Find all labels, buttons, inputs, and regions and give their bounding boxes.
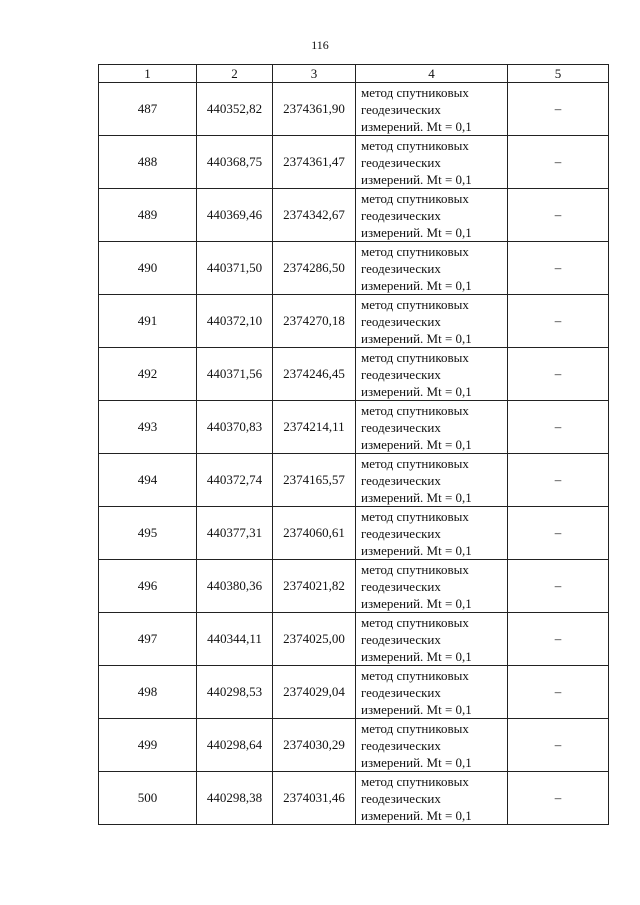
note-cell: –: [508, 772, 609, 825]
method-line: измерений. Mt = 0,1: [361, 224, 472, 240]
note-cell: –: [508, 560, 609, 613]
method-line: метод спутниковых: [361, 402, 469, 418]
method-line: измерений. Mt = 0,1: [361, 118, 472, 134]
table-row: [99, 136, 609, 189]
method-line: геодезических: [361, 419, 441, 435]
method-cell: [356, 189, 508, 242]
method-line: измерений. Mt = 0,1: [361, 648, 472, 664]
method-line: метод спутниковых: [361, 667, 469, 683]
method-line: геодезических: [361, 578, 441, 594]
x-coordinate-cell: 440298,38: [197, 772, 273, 825]
header-row: [99, 65, 609, 83]
column-header-2: 2: [197, 65, 273, 83]
note-cell: –: [508, 507, 609, 560]
method-line: геодезических: [361, 154, 441, 170]
table-row: [99, 189, 609, 242]
method-line: метод спутниковых: [361, 190, 469, 206]
point-number-cell: 490: [99, 242, 197, 295]
method-line: геодезических: [361, 207, 441, 223]
method-line: метод спутниковых: [361, 455, 469, 471]
method-cell: [356, 136, 508, 189]
table-row: [99, 454, 609, 507]
method-cell: [356, 454, 508, 507]
method-line: измерений. Mt = 0,1: [361, 330, 472, 346]
table-body: [99, 83, 609, 825]
y-coordinate-cell: 2374030,29: [273, 719, 356, 772]
note-cell: –: [508, 136, 609, 189]
x-coordinate-cell: 440372,74: [197, 454, 273, 507]
note-cell: –: [508, 295, 609, 348]
y-coordinate-cell: 2374060,61: [273, 507, 356, 560]
table-row: [99, 348, 609, 401]
method-line: измерений. Mt = 0,1: [361, 277, 472, 293]
table-row: [99, 401, 609, 454]
method-cell: [356, 507, 508, 560]
point-number-cell: 487: [99, 83, 197, 136]
x-coordinate-cell: 440372,10: [197, 295, 273, 348]
point-number-cell: 497: [99, 613, 197, 666]
y-coordinate-cell: 2374361,47: [273, 136, 356, 189]
y-coordinate-cell: 2374214,11: [273, 401, 356, 454]
x-coordinate-cell: 440369,46: [197, 189, 273, 242]
note-cell: –: [508, 348, 609, 401]
point-number-cell: 500: [99, 772, 197, 825]
note-cell: –: [508, 666, 609, 719]
note-cell: –: [508, 189, 609, 242]
table-row: [99, 613, 609, 666]
method-line: метод спутниковых: [361, 137, 469, 153]
y-coordinate-cell: 2374031,46: [273, 772, 356, 825]
method-line: метод спутниковых: [361, 561, 469, 577]
method-line: измерений. Mt = 0,1: [361, 171, 472, 187]
point-number-cell: 496: [99, 560, 197, 613]
column-header-5: 5: [508, 65, 609, 83]
note-cell: –: [508, 83, 609, 136]
method-line: геодезических: [361, 525, 441, 541]
y-coordinate-cell: 2374029,04: [273, 666, 356, 719]
point-number-cell: 499: [99, 719, 197, 772]
method-cell: [356, 666, 508, 719]
point-number-cell: 494: [99, 454, 197, 507]
method-line: метод спутниковых: [361, 614, 469, 630]
y-coordinate-cell: 2374286,50: [273, 242, 356, 295]
note-cell: –: [508, 242, 609, 295]
y-coordinate-cell: 2374361,90: [273, 83, 356, 136]
method-line: измерений. Mt = 0,1: [361, 595, 472, 611]
note-cell: –: [508, 719, 609, 772]
method-line: метод спутниковых: [361, 349, 469, 365]
x-coordinate-cell: 440298,64: [197, 719, 273, 772]
method-line: измерений. Mt = 0,1: [361, 807, 472, 823]
column-header-4: 4: [356, 65, 508, 83]
note-cell: –: [508, 401, 609, 454]
column-header-1: 1: [99, 65, 197, 83]
method-cell: [356, 613, 508, 666]
method-cell: [356, 560, 508, 613]
method-line: метод спутниковых: [361, 243, 469, 259]
point-number-cell: 493: [99, 401, 197, 454]
method-line: геодезических: [361, 684, 441, 700]
column-header-3: 3: [273, 65, 356, 83]
point-number-cell: 489: [99, 189, 197, 242]
y-coordinate-cell: 2374342,67: [273, 189, 356, 242]
x-coordinate-cell: 440352,82: [197, 83, 273, 136]
method-line: метод спутниковых: [361, 720, 469, 736]
method-cell: [356, 348, 508, 401]
method-cell: [356, 401, 508, 454]
method-line: измерений. Mt = 0,1: [361, 754, 472, 770]
note-cell: –: [508, 613, 609, 666]
method-line: измерений. Mt = 0,1: [361, 542, 472, 558]
method-line: геодезических: [361, 101, 441, 117]
table-row: [99, 560, 609, 613]
table-row: [99, 772, 609, 825]
method-line: измерений. Mt = 0,1: [361, 436, 472, 452]
page-number: 116: [311, 38, 329, 52]
y-coordinate-cell: 2374165,57: [273, 454, 356, 507]
point-number-cell: 495: [99, 507, 197, 560]
y-coordinate-cell: 2374246,45: [273, 348, 356, 401]
method-line: геодезических: [361, 737, 441, 753]
method-cell: [356, 242, 508, 295]
x-coordinate-cell: 440371,50: [197, 242, 273, 295]
method-line: геодезических: [361, 472, 441, 488]
x-coordinate-cell: 440380,36: [197, 560, 273, 613]
method-line: метод спутниковых: [361, 84, 469, 100]
method-cell: [356, 719, 508, 772]
x-coordinate-cell: 440371,56: [197, 348, 273, 401]
table-row: [99, 83, 609, 136]
table-row: [99, 295, 609, 348]
method-line: метод спутниковых: [361, 296, 469, 312]
x-coordinate-cell: 440370,83: [197, 401, 273, 454]
coordinates-table: [98, 64, 609, 825]
y-coordinate-cell: 2374270,18: [273, 295, 356, 348]
method-line: измерений. Mt = 0,1: [361, 701, 472, 717]
note-cell: –: [508, 454, 609, 507]
method-line: геодезических: [361, 313, 441, 329]
method-line: метод спутниковых: [361, 773, 469, 789]
x-coordinate-cell: 440368,75: [197, 136, 273, 189]
point-number-cell: 491: [99, 295, 197, 348]
method-line: геодезических: [361, 790, 441, 806]
point-number-cell: 498: [99, 666, 197, 719]
point-number-cell: 492: [99, 348, 197, 401]
method-line: измерений. Mt = 0,1: [361, 489, 472, 505]
table-row: [99, 507, 609, 560]
method-cell: [356, 295, 508, 348]
method-line: геодезических: [361, 631, 441, 647]
method-cell: [356, 772, 508, 825]
method-line: измерений. Mt = 0,1: [361, 383, 472, 399]
x-coordinate-cell: 440344,11: [197, 613, 273, 666]
table-row: [99, 666, 609, 719]
point-number-cell: 488: [99, 136, 197, 189]
table-row: [99, 242, 609, 295]
method-cell: [356, 83, 508, 136]
x-coordinate-cell: 440377,31: [197, 507, 273, 560]
y-coordinate-cell: 2374025,00: [273, 613, 356, 666]
y-coordinate-cell: 2374021,82: [273, 560, 356, 613]
method-line: метод спутниковых: [361, 508, 469, 524]
method-line: геодезических: [361, 260, 441, 276]
table-row: [99, 719, 609, 772]
x-coordinate-cell: 440298,53: [197, 666, 273, 719]
method-line: геодезических: [361, 366, 441, 382]
